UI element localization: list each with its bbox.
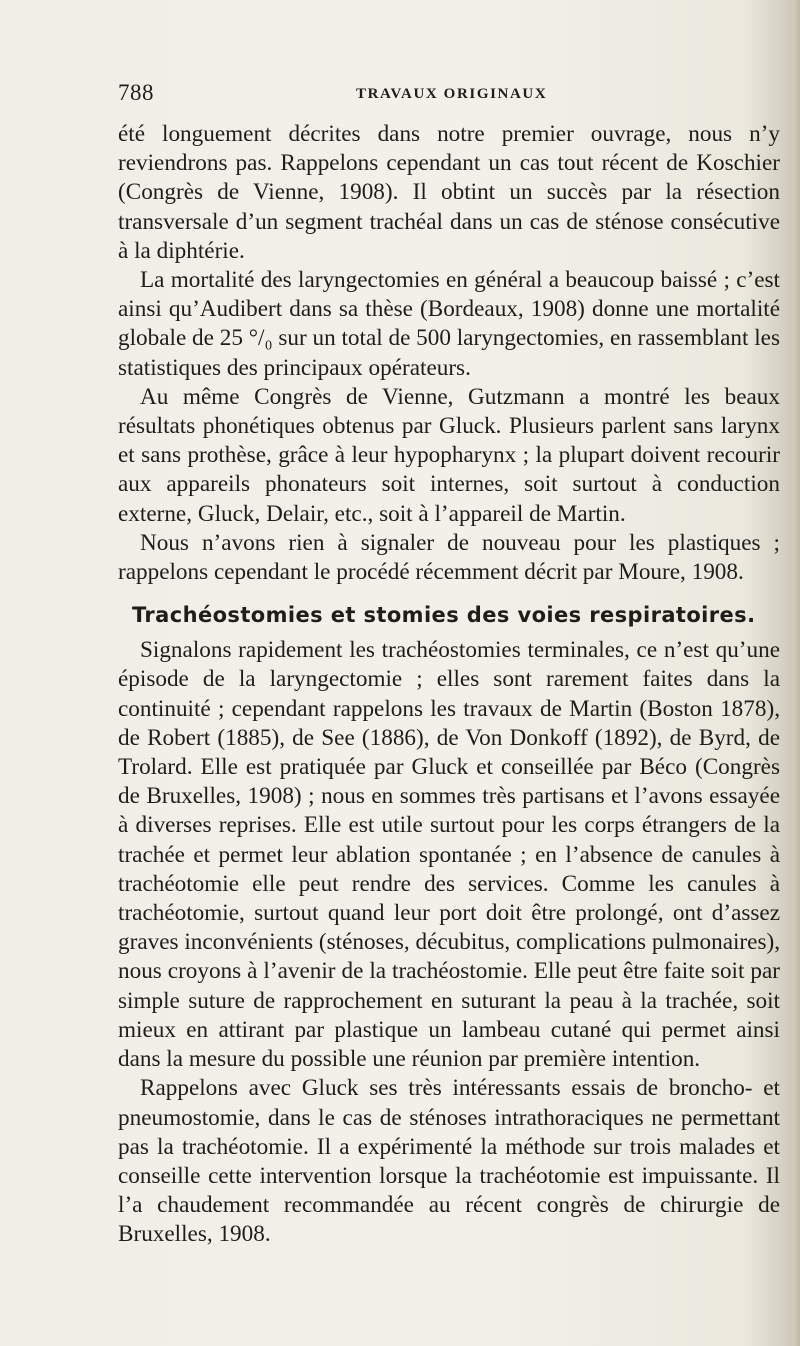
page-edge-shadow <box>786 0 800 1346</box>
paragraph-broncho-pneumostomie: Rappelons avec Gluck ses très intéressants essais de broncho- et pneumostomie, dans le cas de sténoses intrathoraciques ne permettant pas la trachéotomie. Il a expérimenté la méthode sur trois malades et conseille cette intervention lorsque la trachéotomie est impuissante. Il l’a chaudement recommandée au récent congrès de chirurgie de Bruxelles, 1908. <box>118 1075 780 1248</box>
paragraph-plastics: Nous n’avons rien à signaler de nouveau pour les plastiques ; rappelons cependant le procédé récemment décrit par Moure, 1908. <box>118 529 780 586</box>
body-text <box>118 120 780 1250</box>
section-title: Trachéostomies et stomies des voies respiratoires. <box>132 603 756 628</box>
paragraph-mortality: La mortalité des laryngectomies en général a beaucoup baissé ; c’est ainsi qu’Audibert dans sa thèse (Bordeaux, 1908) donne une mortalité globale de 25 °/₀ sur un total de 500 laryngectomies, en rassemblant les statistiques des principaux opérateurs. <box>118 267 780 381</box>
paragraph-tracheostomies: Signalons rapidement les trachéostomies terminales, ce n’est qu’une épisode de la laryngectomie ; elles sont rarement faites dans la continuité ; cependant rappelons les travaux de Martin (Boston 1878), de Robert (1885), de See (1886), de Von Donkoff (1892), de Byrd, de Trolard. Elle est pratiquée par Gluck et conseillée par Béco (Congrès de Bruxelles, 1908) ; nous en sommes très partisans et l’avons essayée à diverses reprises. Elle est utile surtout pour les corps étrangers de la trachée et permet leur ablation spontanée ; en l’absence de canules à trachéotomie elle peut rendre des services. Comme les canules à trachéotomie, surtout quand leur port doit être prolongé, ont d’assez graves inconvénients (sténoses, décubitus, complications pulmonaires), nous croyons à l’avenir de la trachéostomie. Elle peut être faite soit par simple suture de rapprochement en suturant la peau à la trachée, soit mieux en attirant par plastique un lambeau cutané qui permet ainsi dans la mesure du possible une réunion par première intention. <box>118 637 780 1073</box>
paragraph-phonetics: Au même Congrès de Vienne, Gutzmann a montré les beaux résultats phonétiques obtenus par Gluck. Plusieurs parlent sans larynx et sans prothèse, grâce à leur hypopharynx ; la plupart doivent recourir aux appareils phonateurs soit internes, soit surtout à conduction externe, Gluck, Delair, etc., soit à l’appareil de Martin. <box>118 383 780 527</box>
paragraph-continuation: été longuement décrites dans notre premier ouvrage, nous n’y reviendrons pas. Rappelons cependant un cas tout récent de Koschier (Congrès de Vienne, 1908). Il obtint un succès par la résection transversale d’un segment trachéal dans un cas de sténose consécutive à la diphtérie. <box>118 121 780 264</box>
running-title: TRAVAUX ORIGINAUX <box>356 86 548 102</box>
page-header <box>118 80 778 114</box>
page-number: 788 <box>118 80 154 105</box>
